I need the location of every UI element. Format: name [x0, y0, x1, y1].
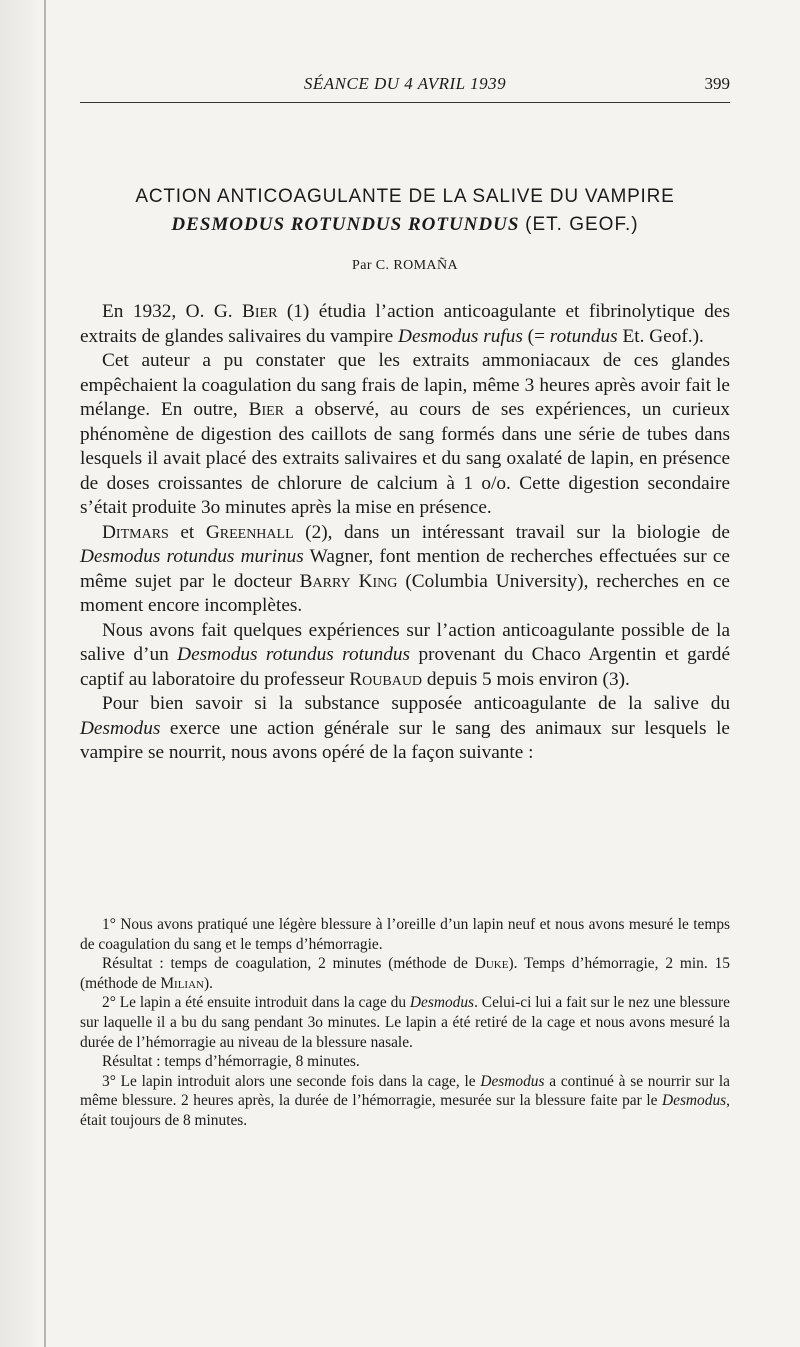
author-name: Bier — [242, 301, 278, 322]
text: En 1932, O. G. — [102, 301, 243, 322]
protocol-notes — [80, 915, 730, 1131]
text: (1) étudia l’action anticoagulante et fibrinolytique des extraits de glandes salivaires du vampire — [80, 301, 730, 347]
text: et — [168, 521, 206, 543]
note-2 — [80, 954, 730, 993]
paragraph-1 — [80, 300, 730, 349]
paragraph-4 — [80, 619, 730, 693]
species-name: Desmodus rotundus murinus — [80, 546, 304, 567]
text: 3° Le lapin introduit alors une seconde fois dans la cage, le — [102, 1072, 481, 1090]
note-4: Résultat : temps d’hémorragie, 8 minutes. — [102, 1053, 360, 1071]
text: ). — [203, 974, 213, 992]
text: (Columbia University), recherches en ce moment encore incomplètes. — [80, 570, 730, 616]
author-name: Duke — [474, 955, 509, 973]
species-name: Desmodus — [80, 717, 161, 739]
header-rule — [80, 102, 730, 103]
authority: (ET. GEOF.) — [525, 214, 639, 235]
page-number: 399 — [704, 74, 730, 93]
text: Résultat : temps de coagulation, 2 minutes (méthode de — [102, 955, 475, 973]
author-name: Greenhall — [205, 521, 294, 543]
text: , était toujours de 8 minutes. — [80, 1092, 730, 1129]
species-name: rotundus — [549, 325, 618, 347]
running-head — [80, 74, 730, 102]
binding-line — [44, 0, 46, 1347]
species-name: Desmodus rotundus rotundus — [177, 644, 411, 665]
text: . Celui-ci lui a fait sur le nez une blessure sur laquelle il a bu du sang pendant 3o minutes. Le lapin a été retiré de la cage et nous avons mesuré la durée de l’hémorragie au niveau de la blessure nasale. — [80, 994, 731, 1051]
text: provenant du Chaco Argentin et gardé captif au laboratoire du professeur — [80, 644, 731, 690]
article-title-line1: ACTION ANTICOAGULANTE DE LA SALIVE DU VAMPIRE — [135, 186, 675, 207]
text: Et. Geof.). — [617, 325, 704, 347]
species-name: Desmodus rufus — [398, 325, 523, 347]
text: exerce une action générale sur le sang des animaux sur lesquels le vampire se nourrit, nous avons opéré de la façon suivante : — [80, 717, 730, 763]
text: Cet auteur a pu constater que les extraits ammoniacaux de ces glandes empêchaient la coagulation du sang frais de lapin, même 3 heures après avoir fait le mélange. En outre, — [80, 350, 730, 420]
text: (= — [522, 325, 550, 347]
article-title-line2 — [80, 214, 730, 236]
text: depuis 5 mois environ (3). — [422, 668, 630, 690]
binding-edge — [0, 0, 38, 1347]
paragraph-2 — [80, 349, 730, 521]
note-1: 1° Nous avons pratiqué une légère blessure à l’oreille d’un lapin neuf et nous avons mesuré le temps de coagulation du sang et le temps d’hémorragie. — [80, 916, 730, 953]
running-title: SÉANCE DU 4 AVRIL 1939 — [303, 74, 507, 93]
text: a observé, au cours de ses expériences, un curieux phénomène de digestion des caillots de sang formés dans une série de tubes dans lesquels il avait placé des extraits salivaires et du sang oxalaté de lapin, en présence de doses croissantes de chlorure de calcium à 1 o/o. Cette digestion secondaire s’était produite 3o minutes après la mise en présence. — [80, 399, 730, 518]
species-name: Desmodus — [480, 1072, 545, 1090]
author-name: Bier — [248, 399, 285, 420]
note-3 — [80, 993, 730, 1052]
species-name: DESMODUS ROTUNDUS ROTUNDUS — [171, 214, 520, 235]
article-body — [80, 300, 730, 766]
text: ). Temps d’hémorragie, 2 min. 15 (méthode de — [80, 955, 730, 992]
note-5 — [80, 1072, 730, 1131]
paragraph-5 — [80, 692, 730, 766]
species-name: Desmodus — [662, 1092, 727, 1110]
author-name: Milian — [160, 974, 204, 992]
author-name: Barry King — [299, 570, 398, 592]
text: Wagner, font mention de recherches effectuées sur ce même sujet par le docteur — [80, 546, 730, 592]
species-name: Desmodus — [409, 994, 475, 1012]
paragraph-3 — [80, 521, 730, 619]
text: Pour bien savoir si la substance supposée anticoagulante de la salive du — [102, 693, 730, 714]
text: a continué à se nourrir sur la même blessure. 2 heures après, la durée de l’hémorragie, mesurée sur la blessure faite par le — [80, 1072, 730, 1110]
author-name: Roubaud — [349, 668, 423, 690]
author-name: Ditmars — [102, 521, 169, 543]
text: Nous avons fait quelques expériences sur l’action anticoagulante possible de la salive d’un — [80, 619, 730, 665]
author-line: Par C. ROMAÑA — [352, 258, 458, 273]
text: 2° Le lapin a été ensuite introduit dans la cage du — [102, 994, 410, 1012]
text: (2), dans un intéressant travail sur la biologie de — [293, 521, 730, 543]
